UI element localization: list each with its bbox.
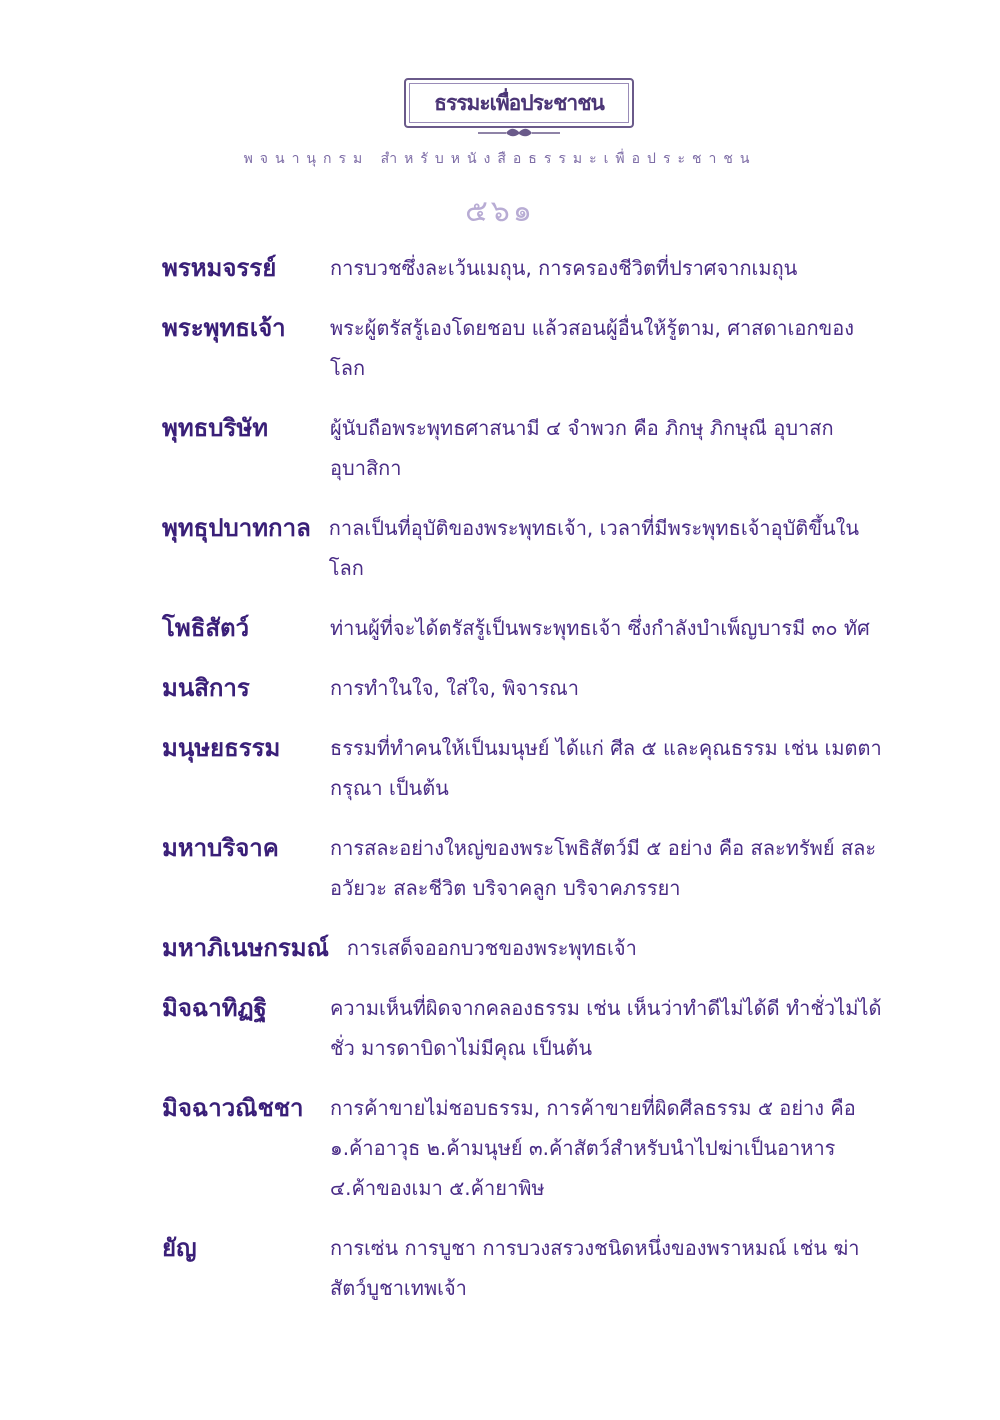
entry-definition: ธรรมที่ทำคนให้เป็นมนุษย์ ได้แก่ ศีล ๕ และคุณธรรม เช่น เมตตา กรุณา เป็นต้น — [330, 736, 882, 800]
glossary-entry — [162, 828, 882, 908]
entry-definition: การค้าขายไม่ชอบธรรม, การค้าขายที่ผิดศีลธรรม ๕ อย่าง คือ ๑.ค้าอาวุธ ๒.ค้ามนุษย์ ๓.ค้าสัตว์สำหรับนำไปฆ่าเป็นอาหาร ๔.ค้าของเมา ๕.ค้ายาพิษ — [330, 1096, 856, 1200]
glossary-entry — [162, 508, 882, 588]
glossary-entry — [162, 988, 882, 1068]
glossary-entry — [162, 248, 882, 288]
entry-term: พรหมจรรย์ — [162, 254, 277, 282]
entry-definition: ความเห็นที่ผิดจากคลองธรรม เช่น เห็นว่าทำดีไม่ได้ดี ทำชั่วไม่ได้ชั่ว มารดาบิดาไม่มีคุณ เป็นต้น — [330, 996, 882, 1060]
entry-term: มหาบริจาค — [162, 834, 279, 862]
logo-frame — [404, 78, 634, 128]
glossary-entry — [162, 408, 882, 488]
entry-definition: ท่านผู้ที่จะได้ตรัสรู้เป็นพระพุทธเจ้า ซึ่งกำลังบำเพ็ญบารมี ๓๐ ทัศ — [330, 616, 870, 640]
glossary-entry — [162, 608, 882, 648]
glossary-entry — [162, 1088, 882, 1208]
ornament-icon — [476, 124, 562, 140]
logo-text: ธรรมะเพื่อประชาชน — [434, 89, 604, 115]
entry-term: พระพุทธเจ้า — [162, 314, 286, 342]
glossary-entry — [162, 308, 882, 388]
glossary-entry — [162, 928, 882, 968]
entry-term: มนุษยธรรม — [162, 734, 281, 762]
glossary-list — [162, 248, 882, 1328]
entry-term: โพธิสัตว์ — [162, 614, 250, 642]
entry-definition: การเสด็จออกบวชของพระพุทธเจ้า — [346, 936, 637, 960]
entry-definition: การบวชซึ่งละเว้นเมถุน, การครองชีวิตที่ปราศจากเมถุน — [330, 256, 798, 280]
book-subtitle: พจนานุกรม สำหรับหนังสือธรรมะเพื่อประชาชน — [243, 151, 757, 167]
entry-term: พุทธบริษัท — [162, 414, 269, 442]
entry-definition: การเซ่น การบูชา การบวงสรวงชนิดหนึ่งของพราหมณ์ เช่น ฆ่าสัตว์บูชาเทพเจ้า — [330, 1236, 860, 1300]
glossary-entry — [162, 728, 882, 808]
book-logo — [404, 78, 634, 140]
entry-definition: ผู้นับถือพระพุทธศาสนามี ๔ จำพวก คือ ภิกษุ ภิกษุณี อุบาสก อุบาสิกา — [330, 416, 834, 480]
glossary-entry — [162, 1228, 882, 1308]
entry-term: มหาภิเนษกรมณ์ — [162, 934, 329, 962]
entry-term: พุทธุปบาทกาล — [162, 514, 311, 542]
entry-definition: การทำในใจ, ใส่ใจ, พิจารณา — [330, 676, 579, 700]
entry-definition: การสละอย่างใหญ่ของพระโพธิสัตว์มี ๕ อย่าง คือ สละทรัพย์ สละอวัยวะ สละชีวิต บริจาคลูก บริจาคภรรยา — [330, 836, 877, 900]
entry-definition: กาลเป็นที่อุบัติของพระพุทธเจ้า, เวลาที่มีพระพุทธเจ้าอุบัติขึ้นในโลก — [328, 516, 860, 580]
page-number: ๕๖๑ — [465, 194, 535, 229]
entry-term: มิจฉาวณิชชา — [162, 1094, 304, 1122]
entry-term: มิจฉาทิฏฐิ — [162, 994, 267, 1022]
entry-term: ยัญ — [162, 1234, 197, 1262]
entry-term: มนสิการ — [162, 674, 250, 702]
entry-definition: พระผู้ตรัสรู้เองโดยชอบ แล้วสอนผู้อื่นให้รู้ตาม, ศาสดาเอกของโลก — [330, 316, 855, 380]
glossary-entry — [162, 668, 882, 708]
